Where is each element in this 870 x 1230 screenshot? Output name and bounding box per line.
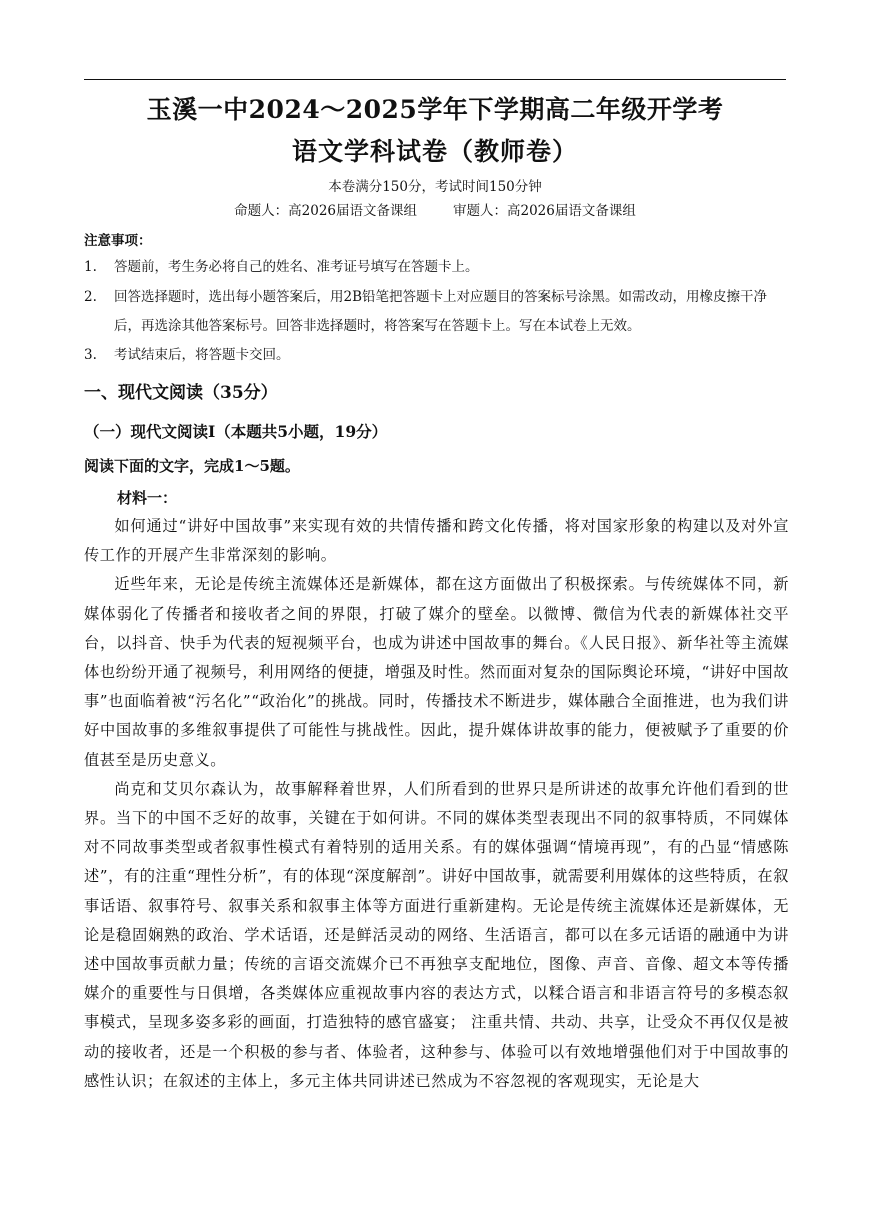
reading-instruction: 阅读下面的文字，完成1～5题。 (84, 457, 300, 475)
notice-text: 考试结束后，将答题卡交回。 (114, 347, 290, 363)
notice-item (84, 283, 789, 341)
exam-title: 玉溪一中2024～2025学年下学期高二年级开学考 (146, 95, 724, 124)
notice-number: 2. (84, 289, 97, 305)
exam-authors (84, 199, 786, 219)
top-rule (84, 79, 786, 80)
notice-number: 1. (84, 259, 97, 275)
material-label: 材料一： (117, 489, 178, 507)
notice-item (84, 341, 789, 370)
notice-text: 回答选择题时，选出每小题答案后，用2B铅笔把答题卡上对应题目的答案标号涂黑。如需改动，用橡皮擦干净后，再选涂其他答案标号。回答非选择题时，将答案写在答题卡上。写在本试卷上无效。 (114, 289, 768, 334)
section-title: 一、现代文阅读（35分） (84, 383, 278, 403)
passage-paragraph: 尚克和艾贝尔森认为，故事解释着世界，人们所看到的世界只是所讲述的故事允许他们看到的世界。当下的中国不乏好的故事，关键在于如何讲。不同的媒体类型表现出不同的叙事特质，不同媒体对不同故事类型或者叙事性模式有着特别的适用关系。有的媒体强调“情境再现”，有的凸显“情感陈述”，有的注重“理性分析”，有的体现“深度解剖”。讲好中国故事，就需要利用媒体的这些特质，在叙事话语、叙事符号、叙事关系和叙事主体等方面进行重新建构。无论是传统主流媒体还是新媒体，无论是稳固娴熟的政治、学术话语，还是鲜活灵动的网络、生活语言，都可以在多元话语的融通中为讲述中国故事贡献力量；传统的言语交流媒介已不再独享支配地位，图像、声音、音像、超文本等传播媒介的重要性与日俱增，各类媒体应重视故事内容的表达方式，以糅合语言和非语言符号的多模态叙事模式，呈现多姿多彩的画面，打造独特的感官盛宴； 注重共情、共动、共享，让受众不再仅仅是被动的接收者，还是一个积极的参与者、体验者，这种参与、体验可以有效地增强他们对于中国故事的感性认识；在叙述的主体上，多元主体共同讲述已然成为不容忽视的客观现实，无论是大 (84, 779, 789, 1090)
subsection-title: （一）现代文阅读Ⅰ（本题共5小题，19分） (84, 422, 388, 441)
passage-paragraph: 近些年来，无论是传统主流媒体还是新媒体，都在这方面做出了积极探索。与传统媒体不同，新媒体弱化了传播者和接收者之间的界限，打破了媒介的壁垒。以微博、微信为代表的新媒体社交平台，以抖音、快手为代表的短视频平台，也成为讲述中国故事的舞台。《人民日报》、新华社等主流媒体也纷纷开通了视频号，利用网络的便捷，增强及时性。然而面对复杂的国际舆论环境，“讲好中国故事”也面临着被“污名化”“政治化”的挑战。同时，传播技术不断进步，媒体融合全面推进，也为我们讲好中国故事的多维叙事提供了可能性与挑战性。因此，提升媒体讲故事的能力，便被赋予了重要的价值甚至是历史意义。 (84, 575, 789, 769)
exam-subtitle: 语文学科试卷（教师卷） (291, 137, 578, 166)
author-text: 命题人：高2026届语文备课组 (234, 203, 417, 219)
passage-paragraph: 如何通过“讲好中国故事”来实现有效的共情传播和跨文化传播，将对国家形象的构建以及对外宣传工作的开展产生非常深刻的影响。 (84, 517, 789, 565)
notice-heading: 注意事项： (84, 233, 152, 249)
reading-passage (84, 512, 789, 1096)
exam-info: 本卷满分150分，考试时间150分钟 (328, 179, 542, 195)
notice-item (84, 253, 789, 282)
notice-text: 答题前，考生务必将自己的姓名、准考证号填写在答题卡上。 (114, 259, 479, 275)
reviewer-text: 审题人：高2026届语文备课组 (453, 203, 636, 219)
notice-number: 3. (84, 347, 97, 363)
